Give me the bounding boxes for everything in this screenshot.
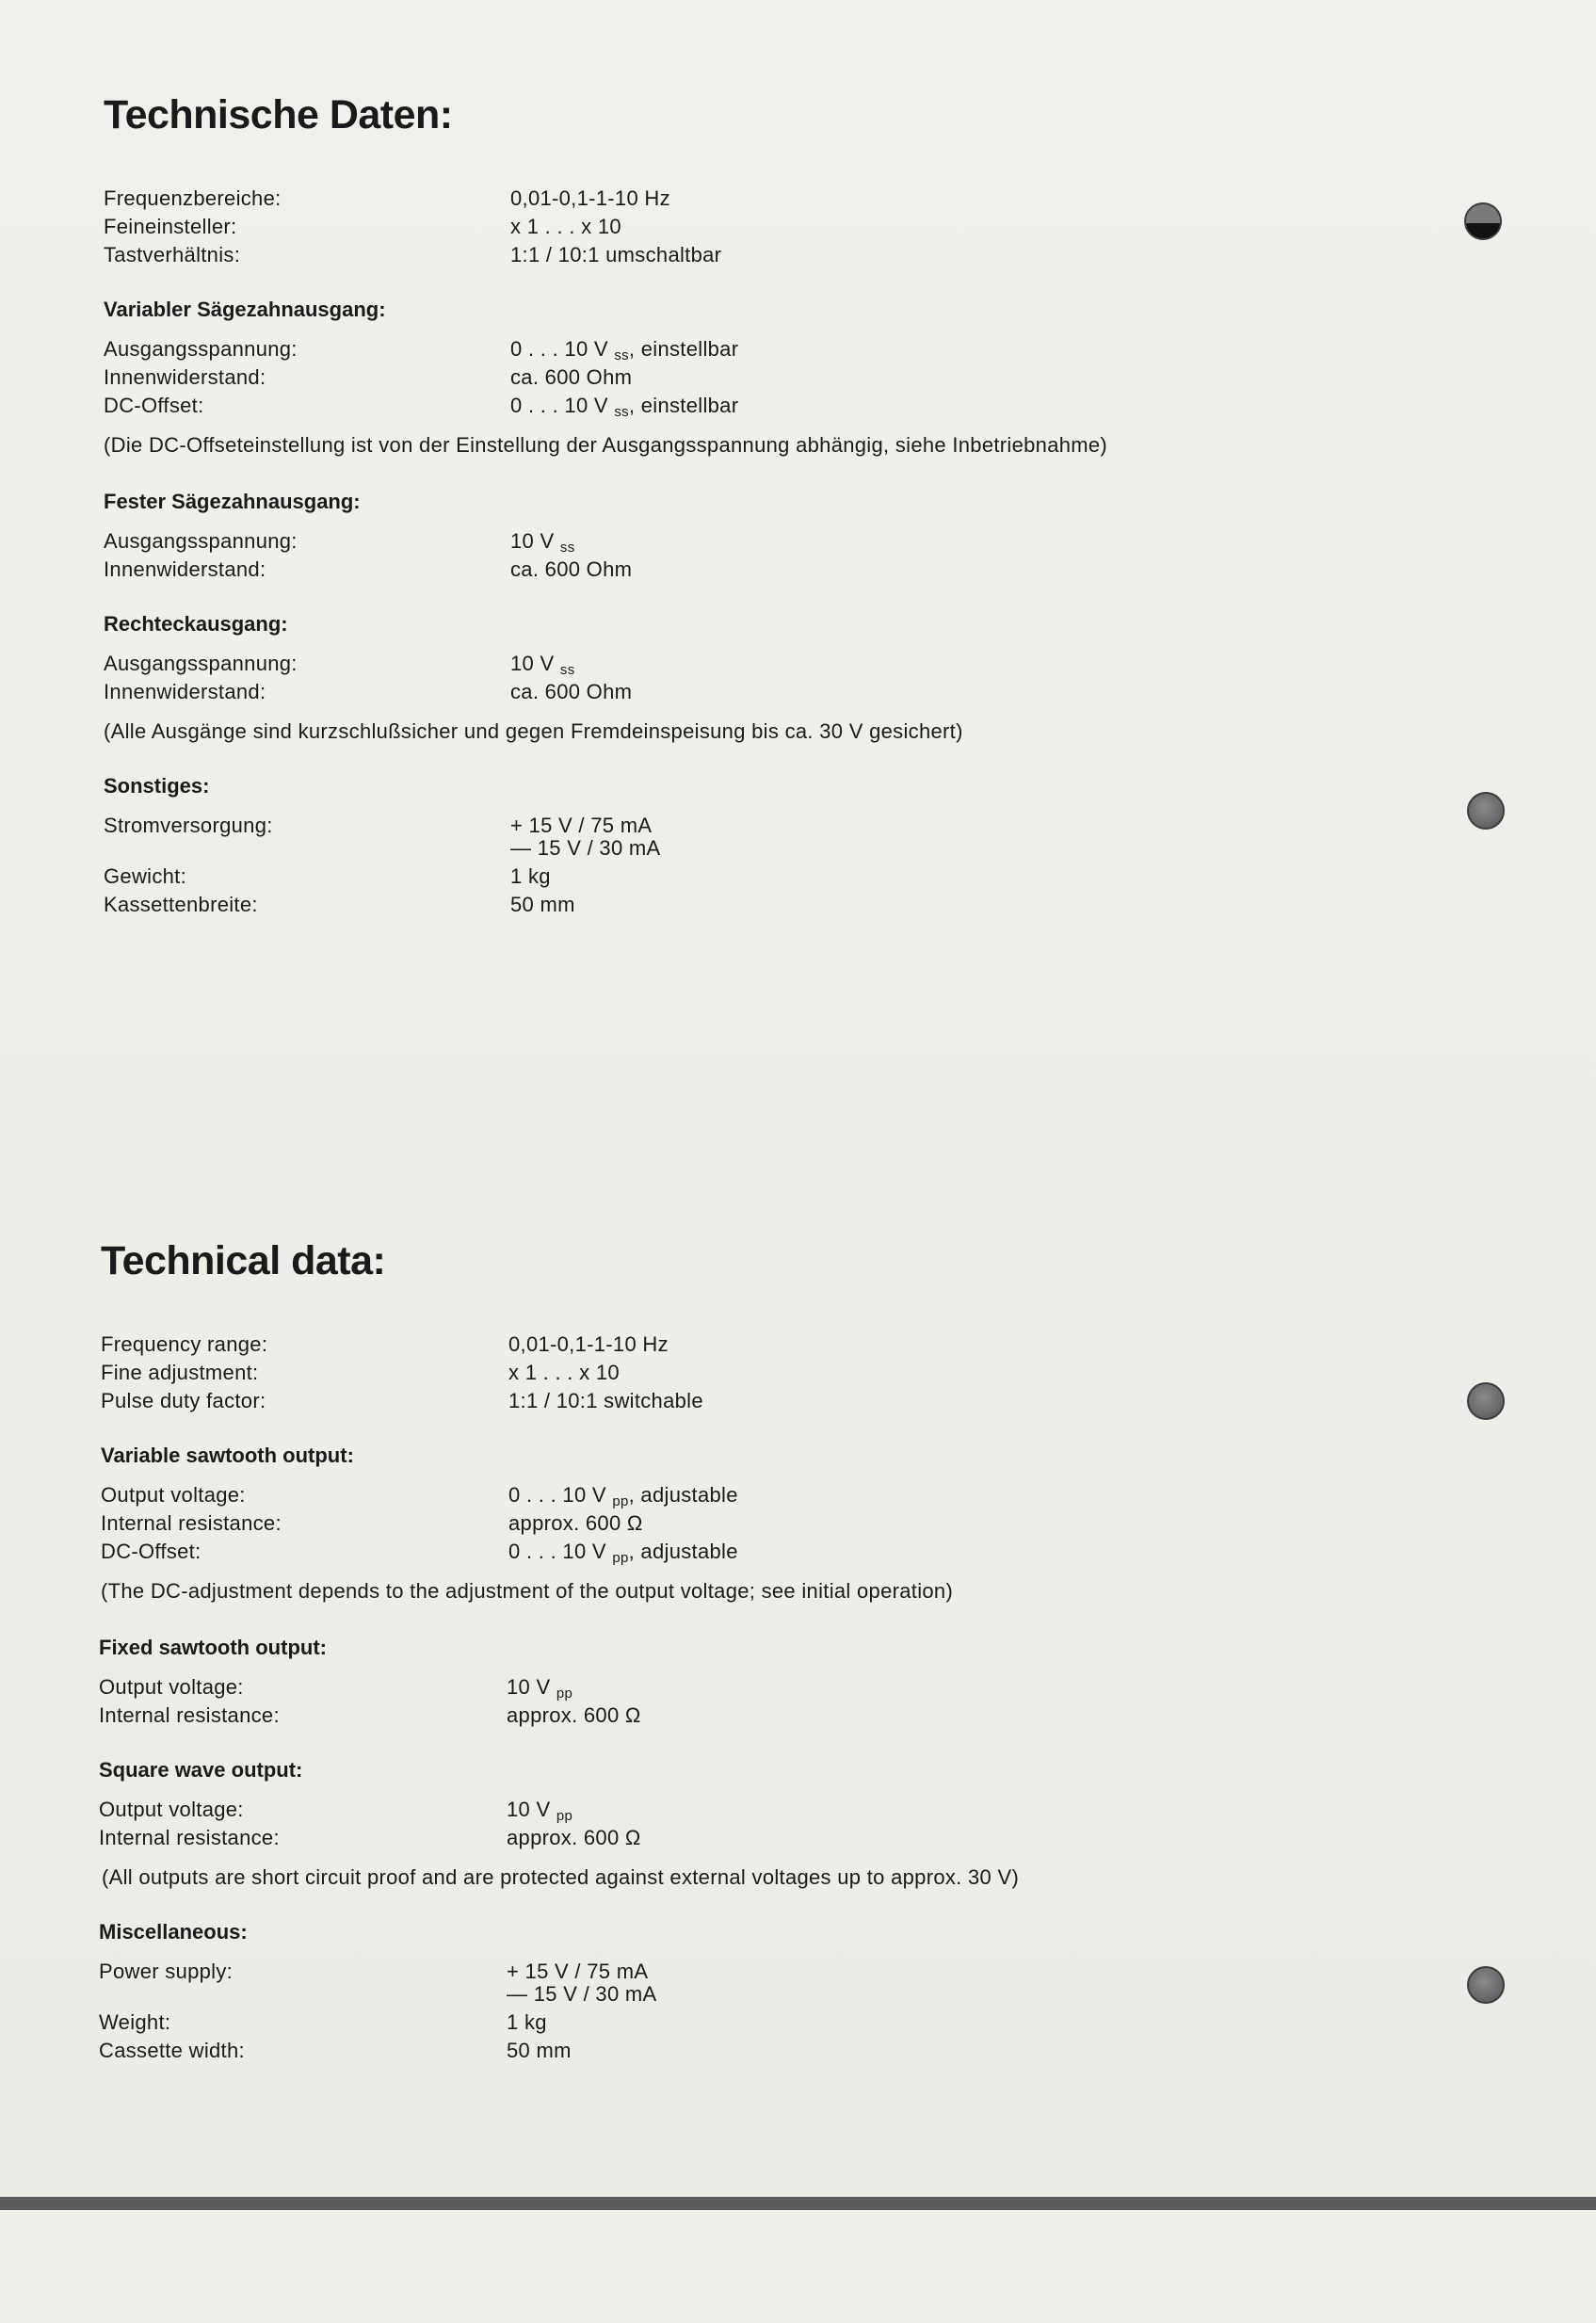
spec-label: Innenwiderstand: — [104, 680, 266, 703]
spec-value: ca. 600 Ohm — [510, 557, 633, 581]
page-title-german: Technische Daten: — [104, 92, 453, 137]
spec-value: 0 . . . 10 V pp, adjustable — [508, 1483, 738, 1509]
spec-label: Internal resistance: — [99, 1826, 280, 1849]
spec-value: 50 mm — [510, 893, 575, 916]
spec-value: approx. 600 Ω — [508, 1511, 643, 1535]
spec-value: 1 kg — [507, 2010, 547, 2034]
spec-value: 0,01-0,1-1-10 Hz — [508, 1332, 669, 1356]
spec-value: 10 V pp — [507, 1675, 573, 1702]
spec-note: (The DC-adjustment depends to the adjustment of the output voltage; see initial operation) — [101, 1579, 954, 1603]
spec-value: approx. 600 Ω — [507, 1826, 641, 1849]
spec-label: Cassette width: — [99, 2039, 245, 2062]
spec-label: Ausgangsspannung: — [104, 529, 298, 553]
spec-label: Fine adjustment: — [101, 1361, 259, 1384]
spec-value: ca. 600 Ohm — [510, 365, 633, 389]
spec-label: Internal resistance: — [101, 1511, 282, 1535]
spec-label: Output voltage: — [99, 1798, 244, 1821]
spec-note: (All outputs are short circuit proof and are protected against external voltages up to approx. 30 V) — [102, 1865, 1020, 1889]
spec-note: (Die DC-Offseteinstellung ist von der Einstellung der Ausgangsspannung abhängig, siehe Inbetriebnahme) — [104, 433, 1108, 457]
spec-label: Innenwiderstand: — [104, 557, 266, 581]
spec-value: x 1 . . . x 10 — [510, 215, 621, 238]
subsection-title: Variable sawtooth output: — [101, 1444, 354, 1467]
scan-edge — [0, 2197, 1596, 2210]
spec-label: Pulse duty factor: — [101, 1389, 266, 1412]
spec-value: x 1 . . . x 10 — [508, 1361, 620, 1384]
spec-value: 10 V pp — [507, 1798, 573, 1824]
spec-label: Stromversorgung: — [104, 814, 273, 837]
spec-value: 0 . . . 10 V ss, einstellbar — [510, 394, 739, 420]
subsection-title: Square wave output: — [99, 1758, 303, 1782]
spec-label: DC-Offset: — [104, 394, 204, 417]
spec-label: Feineinsteller: — [104, 215, 237, 238]
subsection-title: Variabler Sägezahnausgang: — [104, 298, 386, 321]
spec-label: DC-Offset: — [101, 1540, 202, 1563]
page-title-english: Technical data: — [101, 1238, 386, 1283]
spec-value: + 15 V / 75 mA — [507, 1960, 649, 1983]
spec-value: — 15 V / 30 mA — [510, 836, 661, 860]
spec-label: Innenwiderstand: — [104, 365, 266, 389]
spec-label: Ausgangsspannung: — [104, 337, 298, 361]
spec-value: 0,01-0,1-1-10 Hz — [510, 186, 670, 210]
spec-label: Frequenzbereiche: — [104, 186, 282, 210]
spec-value: 1:1 / 10:1 umschaltbar — [510, 243, 722, 266]
spec-label: Gewicht: — [104, 864, 186, 888]
subsection-title: Fester Sägezahnausgang: — [104, 490, 361, 513]
spec-note: (Alle Ausgänge sind kurzschlußsicher und gegen Fremdeinspeisung bis ca. 30 V gesichert) — [104, 719, 963, 743]
spec-value: ca. 600 Ohm — [510, 680, 633, 703]
spec-value: approx. 600 Ω — [507, 1703, 641, 1727]
spec-value: 1:1 / 10:1 switchable — [508, 1389, 703, 1412]
section-english — [0, 1146, 1596, 2323]
spec-value: — 15 V / 30 mA — [507, 1982, 657, 2006]
spec-label: Ausgangsspannung: — [104, 652, 298, 675]
subsection-title: Miscellaneous: — [99, 1920, 248, 1944]
subsection-title: Fixed sawtooth output: — [99, 1636, 327, 1659]
spec-value: 0 . . . 10 V pp, adjustable — [508, 1540, 738, 1566]
spec-value: 10 V ss — [510, 652, 575, 678]
spec-label: Output voltage: — [101, 1483, 246, 1507]
subsection-title: Sonstiges: — [104, 774, 210, 798]
spec-value: 0 . . . 10 V ss, einstellbar — [510, 337, 739, 363]
spec-value: 50 mm — [507, 2039, 572, 2062]
spec-value: 10 V ss — [510, 529, 575, 556]
spec-label: Internal resistance: — [99, 1703, 280, 1727]
spec-label: Weight: — [99, 2010, 171, 2034]
spec-value: 1 kg — [510, 864, 551, 888]
spec-label: Kassettenbreite: — [104, 893, 258, 916]
spec-label: Output voltage: — [99, 1675, 244, 1699]
spec-label: Power supply: — [99, 1960, 234, 1983]
spec-value: + 15 V / 75 mA — [510, 814, 653, 837]
spec-label: Tastverhältnis: — [104, 243, 241, 266]
spec-label: Frequency range: — [101, 1332, 268, 1356]
subsection-title: Rechteckausgang: — [104, 612, 288, 636]
